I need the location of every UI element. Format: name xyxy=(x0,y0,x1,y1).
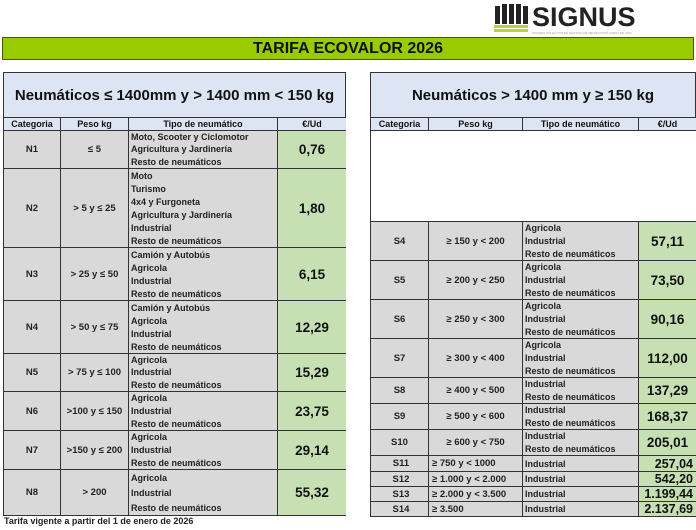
weight-cell: > 5 y ≤ 25 xyxy=(61,169,129,248)
category-cell: N8 xyxy=(4,470,61,516)
tire-type: Industrial xyxy=(525,474,566,484)
weight-cell: ≥ 300 y < 400 xyxy=(429,339,523,378)
category-cell: N4 xyxy=(4,301,61,354)
tire-type: Resto de neumáticos xyxy=(131,457,222,468)
type-cell xyxy=(523,378,639,404)
type-cell xyxy=(523,339,639,378)
left-table-title: Neumáticos ≤ 1400mm y > 1400 mm < 150 kg xyxy=(4,73,345,118)
tire-type: Turismo xyxy=(131,183,166,194)
category-cell: N1 xyxy=(4,131,61,169)
tire-type: Industrial xyxy=(525,353,566,363)
tire-type: Industrial xyxy=(131,406,172,416)
tire-type: Industrial xyxy=(131,275,172,286)
type-cell xyxy=(129,169,278,248)
type-cell xyxy=(523,222,639,261)
weight-cell: ≥ 2.000 y < 3.500 xyxy=(429,487,523,502)
tire-type: Camión y Autobús xyxy=(131,302,211,313)
weight-cell: ≥ 1.000 y < 2.000 xyxy=(429,472,523,487)
category-cell: S8 xyxy=(371,378,429,404)
price-cell: 15,29 xyxy=(278,354,346,392)
header-type: Tipo de neumático xyxy=(523,118,639,131)
weight-cell: ≥ 600 y < 750 xyxy=(429,430,523,456)
tire-type: Industrial xyxy=(131,487,172,498)
price-cell: 90,16 xyxy=(639,300,696,339)
type-cell xyxy=(523,261,639,300)
category-cell: N5 xyxy=(4,354,61,392)
price-cell: 23,75 xyxy=(278,392,346,431)
tire-type: Resto de neumáticos xyxy=(131,341,222,352)
category-cell: S12 xyxy=(371,472,429,487)
category-cell: S13 xyxy=(371,487,429,502)
type-cell xyxy=(129,301,278,354)
tire-type: Industrial xyxy=(131,328,172,339)
price-cell: 12,29 xyxy=(278,301,346,354)
category-cell: S4 xyxy=(371,222,429,261)
tire-type: Camión y Autobús xyxy=(131,249,211,260)
tire-type: Industrial xyxy=(525,314,566,324)
category-cell: S10 xyxy=(371,430,429,456)
weight-cell: >150 y ≤ 200 xyxy=(61,431,129,470)
tire-type: Industrial xyxy=(131,367,172,378)
price-cell: 542,20 xyxy=(639,472,696,487)
type-cell xyxy=(129,470,278,516)
tire-type: Resto de neumáticos xyxy=(525,443,616,454)
tire-type: Resto de neumáticos xyxy=(131,379,222,390)
tire-type: Resto de neumáticos xyxy=(131,502,222,513)
category-cell: N3 xyxy=(4,248,61,301)
tire-type: Resto de neumáticos xyxy=(525,287,616,298)
tire-type: Agricola xyxy=(131,262,168,273)
tire-stack-icon xyxy=(494,4,528,32)
category-cell: S7 xyxy=(371,339,429,378)
price-cell: 112,00 xyxy=(639,339,696,378)
category-cell: S5 xyxy=(371,261,429,300)
right-table-title: Neumáticos > 1400 mm y ≥ 150 kg xyxy=(371,73,695,118)
weight-cell: ≥ 3.500 xyxy=(429,502,523,517)
price-cell: 2.137,69 xyxy=(639,502,696,517)
category-cell: N6 xyxy=(4,392,61,431)
tire-type: Agricola xyxy=(525,223,562,234)
right-tariff-table xyxy=(370,72,696,517)
tire-type: Moto xyxy=(131,170,153,181)
price-cell: 257,04 xyxy=(639,456,696,472)
tire-type: Industrial xyxy=(525,405,566,416)
category-cell: N7 xyxy=(4,431,61,470)
tire-type: Agricola xyxy=(525,340,562,351)
tire-type: Industrial xyxy=(131,222,172,233)
tire-type: Industrial xyxy=(525,458,566,469)
price-cell: 29,14 xyxy=(278,431,346,470)
category-cell: N2 xyxy=(4,169,61,248)
category-cell: S9 xyxy=(371,404,429,430)
weight-cell: ≥ 400 y < 500 xyxy=(429,378,523,404)
tire-type: Resto de neumáticos xyxy=(131,235,222,246)
left-tariff-table xyxy=(3,72,346,516)
header-price: €/Ud xyxy=(278,118,346,131)
type-cell xyxy=(523,472,639,487)
header-price: €/Ud xyxy=(639,118,696,131)
type-cell xyxy=(129,248,278,301)
header-category: Categoria xyxy=(371,118,429,131)
header-weight: Peso kg xyxy=(429,118,523,131)
tire-type: Industrial xyxy=(525,275,566,285)
tire-type: Agricola xyxy=(131,315,168,326)
empty-space xyxy=(371,131,696,222)
price-cell: 73,50 xyxy=(639,261,696,300)
weight-cell: ≥ 250 y < 300 xyxy=(429,300,523,339)
type-cell xyxy=(129,431,278,470)
weight-cell: > 200 xyxy=(61,470,129,516)
type-cell xyxy=(129,354,278,392)
tire-type: Resto de neumáticos xyxy=(525,365,616,376)
tire-type: Agricola xyxy=(131,432,168,443)
tire-type: Agricola xyxy=(131,393,168,404)
tire-type: Agricultura y Jardinería xyxy=(131,144,233,155)
category-cell: S11 xyxy=(371,456,429,472)
tire-type: Industrial xyxy=(525,379,566,390)
weight-cell: ≥ 150 y < 200 xyxy=(429,222,523,261)
price-cell: 205,01 xyxy=(639,430,696,456)
tire-type: Agricola xyxy=(525,262,562,273)
logo-tagline: SISTEMA COLECTIVO DE GESTIÓN DE NEUMÁTICOS FUERA DE USO xyxy=(532,31,632,35)
tire-type: Industrial xyxy=(525,504,566,514)
weight-cell: > 75 y ≤ 100 xyxy=(61,354,129,392)
weight-cell: > 25 y ≤ 50 xyxy=(61,248,129,301)
type-cell xyxy=(523,502,639,517)
weight-cell: > 50 y ≤ 75 xyxy=(61,301,129,354)
price-cell: 6,15 xyxy=(278,248,346,301)
type-cell xyxy=(129,131,278,169)
logo-wordmark: SIGNUS xyxy=(532,2,636,32)
tire-type: Moto, Scooter y Ciclomotor xyxy=(131,132,249,143)
page-title-banner: TARIFA ECOVALOR 2026 xyxy=(2,37,694,60)
tire-type: Agricola xyxy=(131,472,168,483)
weight-cell: ≥ 500 y < 600 xyxy=(429,404,523,430)
price-cell: 1.199,44 xyxy=(639,487,696,502)
type-cell xyxy=(523,300,639,339)
tire-type: Resto de neumáticos xyxy=(525,326,616,337)
tire-type: Resto de neumáticos xyxy=(525,391,616,402)
tire-type: Industrial xyxy=(525,236,566,246)
weight-cell: ≤ 5 xyxy=(61,131,129,169)
price-cell: 137,29 xyxy=(639,378,696,404)
tire-type: Agricola xyxy=(131,355,168,366)
price-cell: 1,80 xyxy=(278,169,346,248)
tire-type: Resto de neumáticos xyxy=(131,288,222,299)
header-category: Categoria xyxy=(4,118,61,131)
tire-type: Industrial xyxy=(131,445,172,455)
type-cell xyxy=(523,430,639,456)
type-cell xyxy=(523,456,639,472)
weight-cell: ≥ 200 y < 250 xyxy=(429,261,523,300)
price-cell: 57,11 xyxy=(639,222,696,261)
type-cell xyxy=(129,392,278,431)
footnote: Tarifa vigente a partir del 1 de enero de 2026 xyxy=(4,516,194,526)
tire-type: 4x4 y Furgoneta xyxy=(131,196,201,207)
price-cell: 168,37 xyxy=(639,404,696,430)
weight-cell: >100 y ≤ 150 xyxy=(61,392,129,431)
header-weight: Peso kg xyxy=(61,118,129,131)
tire-type: Agricultura y Jardinería xyxy=(131,209,233,220)
price-cell: 0,76 xyxy=(278,131,346,169)
type-cell xyxy=(523,487,639,502)
price-cell: 55,32 xyxy=(278,470,346,516)
category-cell: S6 xyxy=(371,300,429,339)
tire-type: Agricola xyxy=(525,301,562,312)
tire-type: Industrial xyxy=(525,431,566,442)
signus-logo xyxy=(494,4,644,34)
type-cell xyxy=(523,404,639,430)
tire-type: Industrial xyxy=(525,489,566,499)
header-type: Tipo de neumático xyxy=(129,118,278,131)
category-cell: S14 xyxy=(371,502,429,517)
tire-type: Resto de neumáticos xyxy=(131,156,222,167)
weight-cell: ≥ 750 y < 1000 xyxy=(429,456,523,472)
tire-type: Resto de neumáticos xyxy=(525,417,616,428)
tire-type: Resto de neumáticos xyxy=(131,418,222,429)
tire-type: Resto de neumáticos xyxy=(525,248,616,259)
